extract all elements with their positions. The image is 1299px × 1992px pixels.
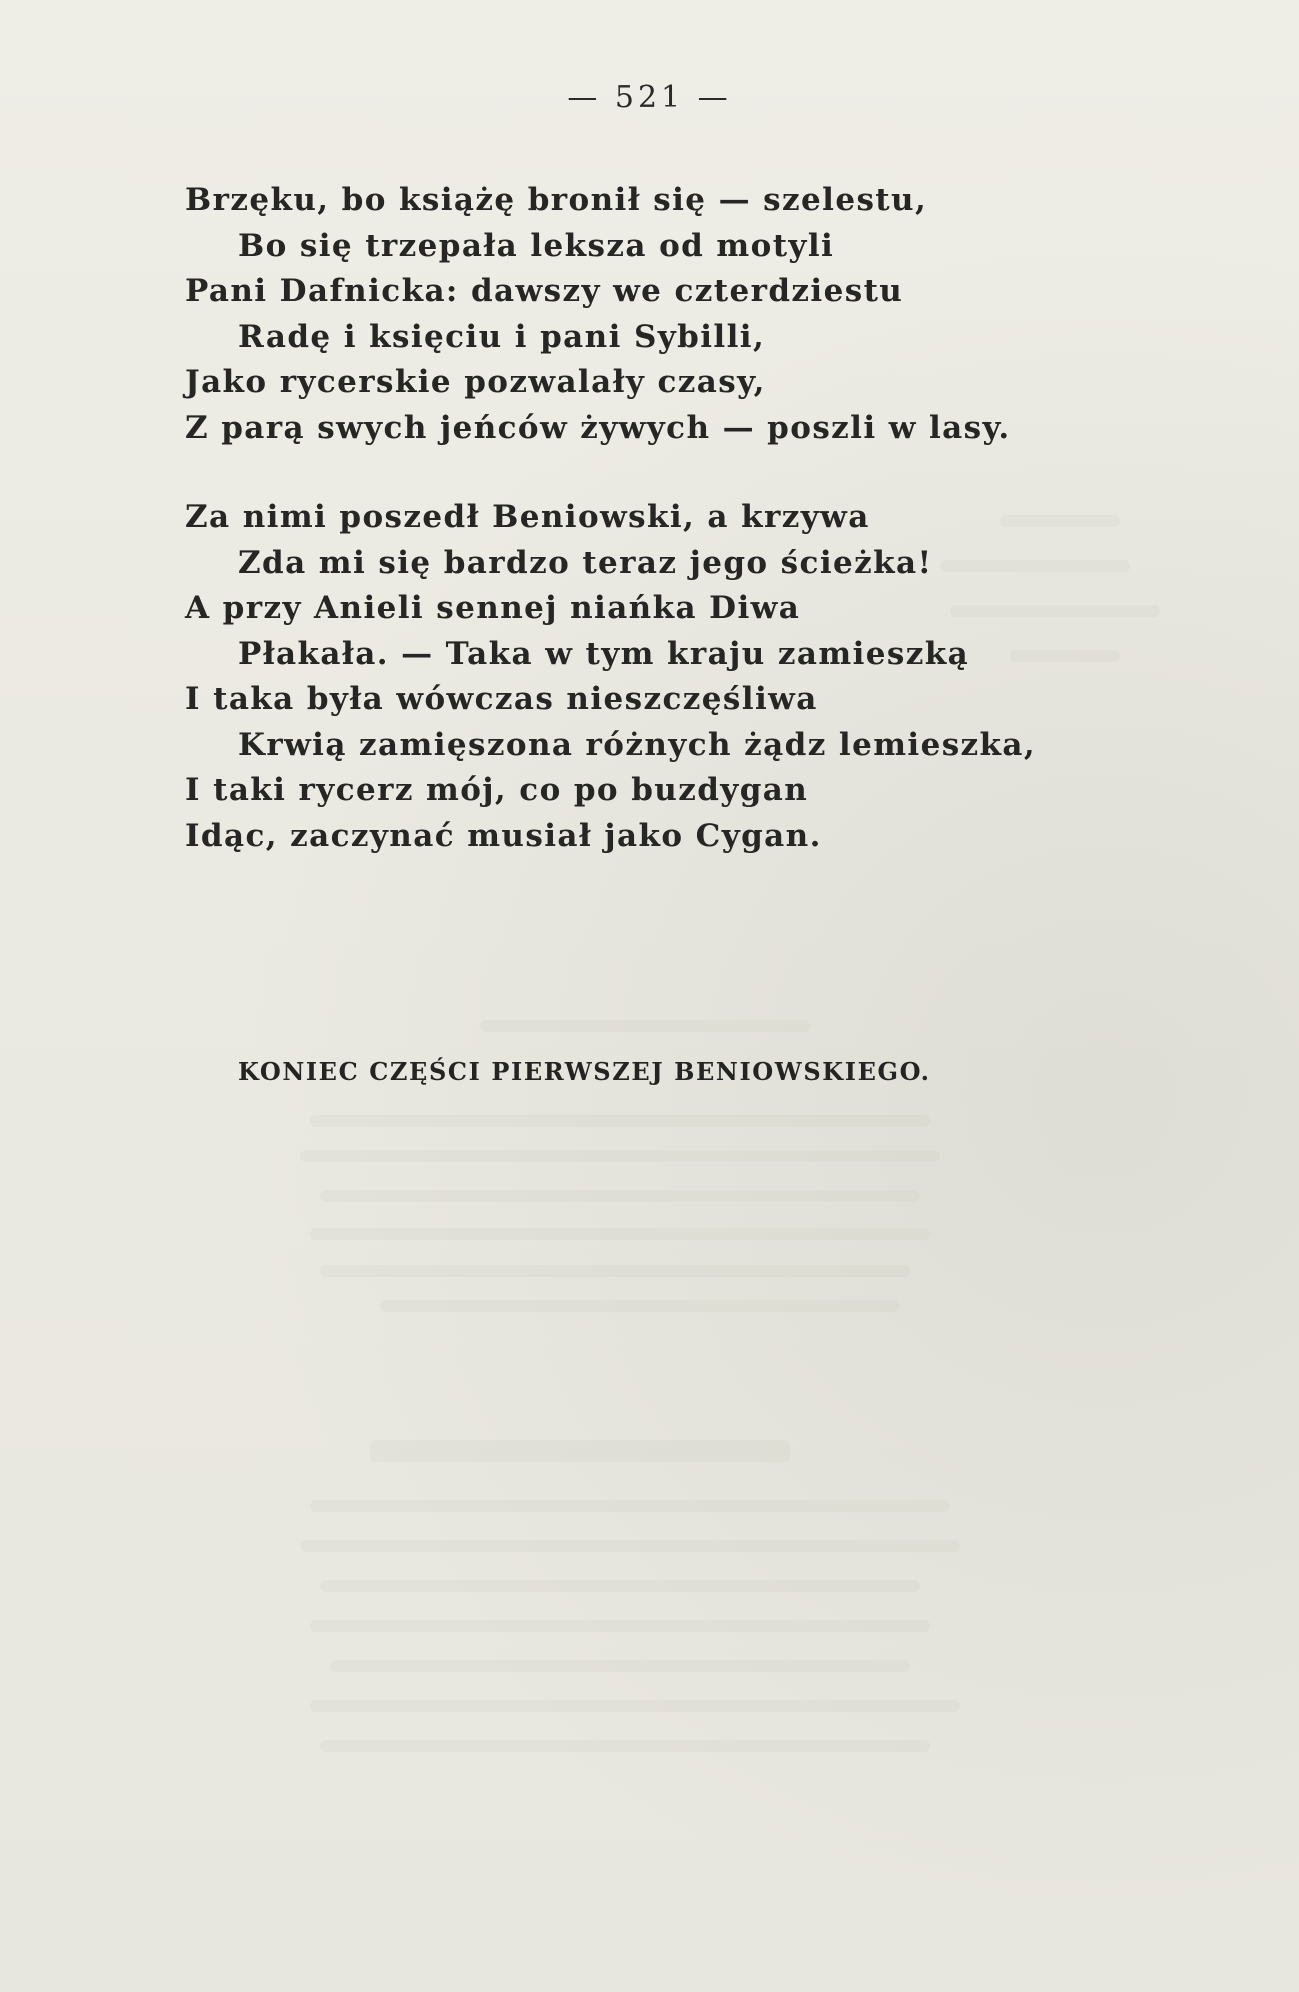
verse-line: I taki rycerz mój, co po buzdygan bbox=[185, 772, 809, 808]
verse-line: Krwią zamięszona różnych żądz lemieszka, bbox=[238, 726, 1037, 763]
verse-line: Zda mi się bardzo teraz jego ścieżka! bbox=[238, 544, 933, 581]
verse-line: Brzęku, bo książę bronił się — szelestu, bbox=[185, 182, 928, 218]
verse-line: Idąc, zaczynać musiał jako Cygan. bbox=[185, 817, 822, 854]
poem bbox=[185, 178, 1085, 903]
page-number: — 521 — bbox=[567, 80, 732, 115]
verse-line: I taka była wówczas nieszczęśliwa bbox=[185, 681, 818, 717]
verse-line: Pani Dafnicka: dawszy we czterdziestu bbox=[185, 273, 904, 309]
stanza bbox=[185, 495, 1085, 859]
verse-line: Z parą swych jeńców żywych — poszli w lasy. bbox=[185, 409, 1011, 446]
verse-line: Płakała. — Taka w tym kraju zamieszką bbox=[238, 635, 970, 672]
verse-line: A przy Anieli sennej niańka Diwa bbox=[185, 590, 801, 626]
verse-line: Jako rycerskie pozwalały czasy, bbox=[185, 364, 766, 400]
verse-line: Bo się trzepała leksza od motyli bbox=[238, 227, 835, 264]
verse-line: Za nimi poszedł Beniowski, a krzywa bbox=[185, 499, 870, 535]
stanza bbox=[185, 178, 1085, 451]
verse-line: Radę i księciu i pani Sybilli, bbox=[238, 318, 766, 355]
colophon: KONIEC CZĘŚCI PIERWSZEJ BENIOWSKIEGO. bbox=[238, 1057, 931, 1086]
